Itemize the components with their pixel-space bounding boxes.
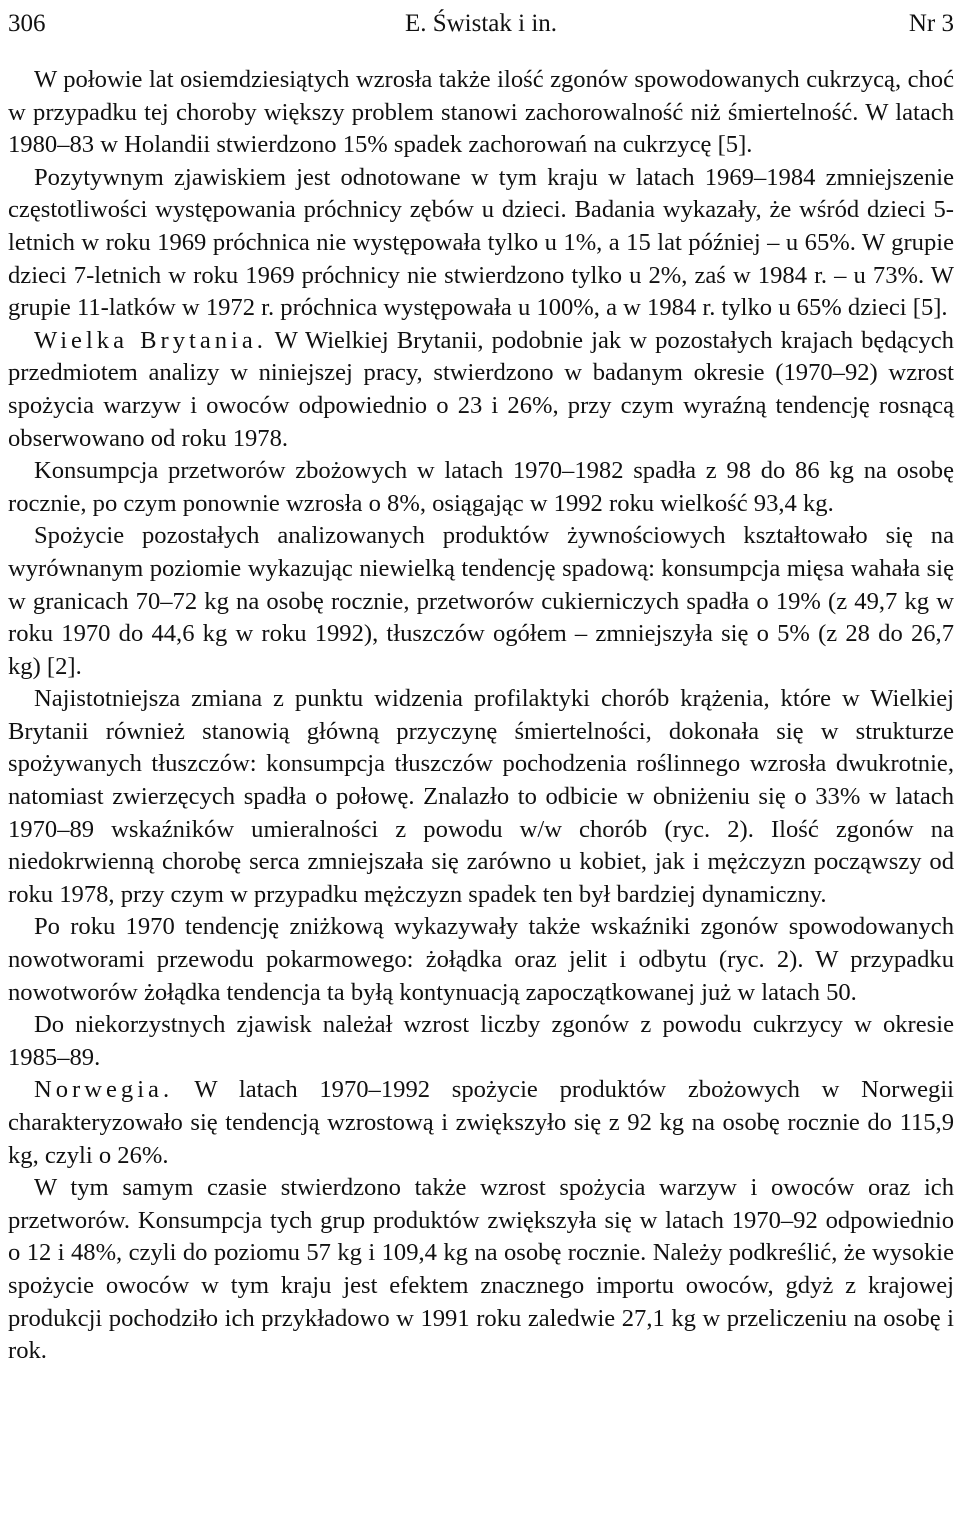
document-page — [8, 0, 954, 1368]
paragraph: Norwegia. W latach 1970–1992 spożycie produktów zbożowych w Norwegii charakteryzowało się tendencją wzrostową i zwiększyło się z 92 kg na osobę rocznie do 115,9 kg, czyli o 26%. — [8, 1076, 954, 1169]
article-body — [8, 64, 954, 1368]
running-header-authors: E. Świstak i in. — [404, 10, 558, 37]
paragraph: Spożycie pozostałych analizowanych produktów żywnościowych kształtowało się na wyrównanym poziomie wykazując niewielką tendencję spadową: konsumpcja mięsa wahała się w granicach 70–72 kg na osobę rocznie, przetworów cukierniczych spadła o 19% (z 49,7 kg w roku 1970 do 44,6 kg w roku 1992), tłuszczów ogółem – zmniejszyła się o 5% (z 28 do 26,7 kg) [2]. — [8, 522, 954, 680]
paragraph: Konsumpcja przetworów zbożowych w latach 1970–1982 spadła z 98 do 86 kg na osobę rocznie, po czym ponownie wzrosła o 8%, osiągając w 1992 roku wielkość 93,4 kg. — [8, 457, 954, 517]
running-header — [8, 0, 954, 40]
paragraph: Wielka Brytania. W Wielkiej Brytanii, podobnie jak w pozostałych krajach będących przedmiotem analizy w niniejszej pracy, stwierdzono w badanym okresie (1970–92) wzrost spożycia warzyw i owoców odpowiednio o 23 i 26%, przy czym wyraźną tendencję rosnącą obserwowano od roku 1978. — [8, 326, 954, 452]
section-heading-norway: Norwegia. — [34, 1076, 174, 1104]
section-heading-uk: Wielka Brytania. — [34, 326, 267, 354]
paragraph: W tym samym czasie stwierdzono także wzrost spożycia warzyw i owoców oraz ich przetworów. Konsumpcja tych grup produktów zwiększyła się w latach 1970–92 odpowiednio o 12 i 48%, czyli do poziomu 57 kg i 109,4 kg na osobę rocznie. Należy podkreślić, że wysokie spożycie owoców w tym kraju jest efektem znacznego importu owoców, gdyż z krajowej produkcji pochodziło ich przykładowo w 1991 roku zaledwie 27,1 kg w przeliczeniu na osobę i rok. — [8, 1174, 954, 1365]
paragraph: Najistotniejsza zmiana z punktu widzenia profilaktyki chorób krążenia, które w Wielkiej Brytanii również stanowią główną przyczynę śmiertelności, dokonała się w strukturze spożywanych tłuszczów: konsumpcja tłuszczów pochodzenia roślinnego wzrosła dwukrotnie, natomiast zwierzęcych spadła o połowę. Znalazło to odbicie w obniżeniu się o 33% w latach 1970–89 wskaźników umieralności z powodu w/w chorób (ryc. 2). Ilość zgonów na niedokrwienną chorobę serca zmniejszała się zarówno u kobiet, jak i mężczyzn począwszy od roku 1978, przy czym w przypadku mężczyzn spadek ten był bardziej dynamiczny. — [8, 685, 954, 908]
paragraph: Do niekorzystnych zjawisk należał wzrost liczby zgonów z powodu cukrzycy w okresie 1985–89. — [8, 1011, 954, 1071]
page-number: 306 — [8, 10, 46, 37]
journal-issue: Nr 3 — [908, 10, 954, 37]
paragraph: Po roku 1970 tendencję zniżkową wykazywały także wskaźniki zgonów spowodowanych nowotworami przewodu pokarmowego: żołądka oraz jelit i odbytu (ryc. 2). W przypadku nowotworów żołądka tendencja ta byłą kontynuacją zapoczątkowanej już w latach 50. — [8, 913, 954, 1006]
paragraph: Pozytywnym zjawiskiem jest odnotowane w tym kraju w latach 1969–1984 zmniejszenie częstotliwości występowania próchnicy zębów u dzieci. Badania wykazały, że wśród dzieci 5-letnich w roku 1969 próchnica nie występowała tylko u 1%, a 15 lat później – u 65%. W grupie dzieci 7-letnich w roku 1969 próchnicy nie stwierdzono tylko u 2%, zaś w 1984 r. – u 73%. W grupie 11-latków w 1972 r. próchnica występowała u 100%, a w 1984 r. tylko u 65% dzieci [5]. — [8, 163, 954, 322]
paragraph: W połowie lat osiemdziesiątych wzrosła także ilość zgonów spowodowanych cukrzycą, choć w przypadku tej choroby większy problem stanowi zachorowalność niż śmiertelność. W latach 1980–83 w Holandii stwierdzono 15% spadek zachorowań na cukrzycę [5]. — [8, 66, 954, 159]
